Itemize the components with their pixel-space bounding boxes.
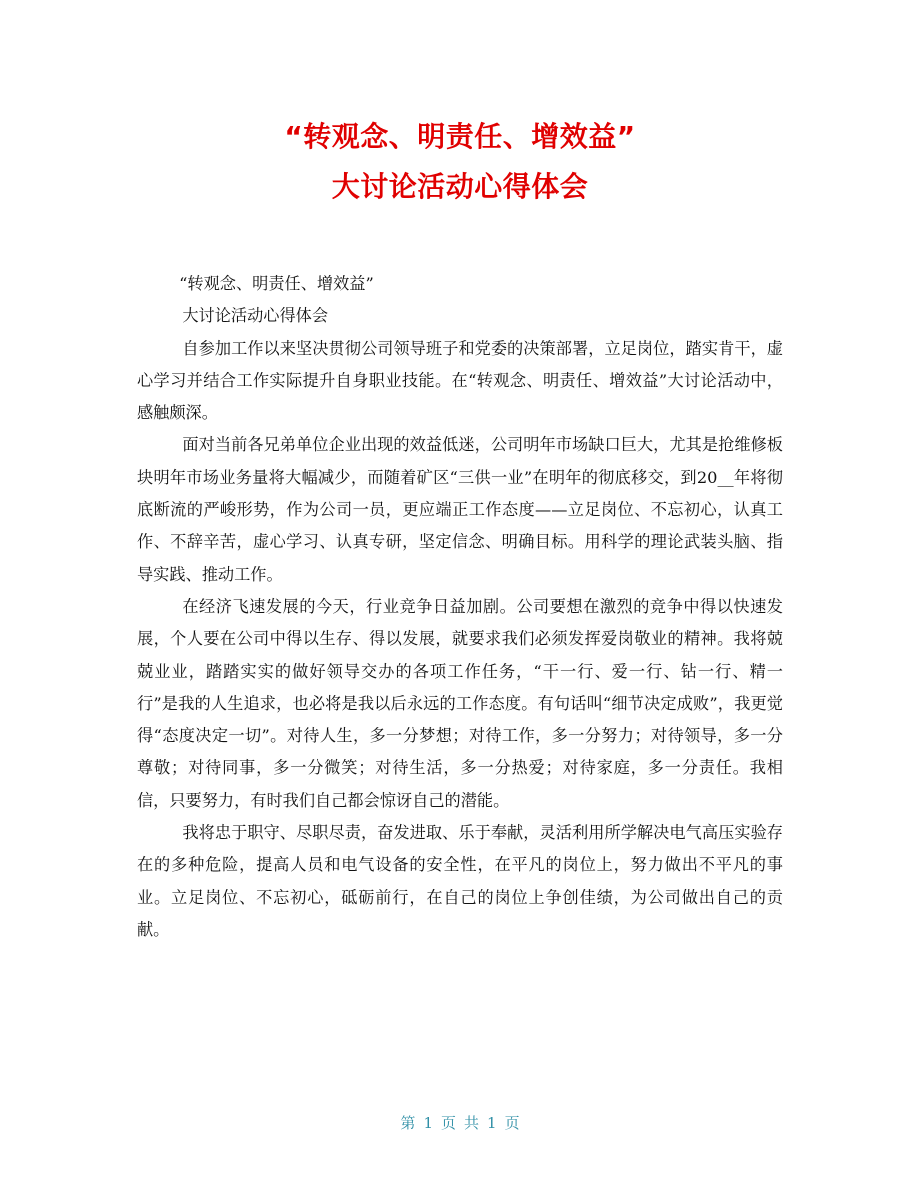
- paragraph-dedication: 在经济飞速发展的今天，行业竞争日益加剧。公司要想在激烈的竞争中得以快速发展，个人要在公司中得以生存、得以发展，就要求我们必须发挥爱岗敬业的精神。我将兢兢业业，踏踏实实的做好领导交办的各项工作任务，“干一行、爱一行、钻一行、精一行”是我的人生追求，也必将是我以后永远的工作态度。有句话叫“细节决定成败”，我更觉得“态度决定一切”。对待人生，多一分梦想；对待工作，多一分努力；对待领导，多一分尊敬；对待同事，多一分微笑；对待生活，多一分热爱；对待家庭，多一分责任。我相信，只要努力，有时我们自己都会惊讶自己的潜能。: [137, 596, 783, 810]
- footer-label-di: 第: [400, 1114, 416, 1132]
- page-footer: [0, 1112, 920, 1133]
- paragraph-subtitle-1: “转观念、明责任、增效益”: [179, 274, 374, 293]
- footer-current-page: 1: [423, 1114, 433, 1132]
- footer-total-pages: 1: [487, 1114, 497, 1132]
- title-line-1: “转观念、明责任、增效益”: [284, 120, 636, 153]
- footer-label-ye: 页: [440, 1114, 456, 1132]
- footer-label-gong: 共: [464, 1114, 480, 1132]
- paragraph-commitment: 我将忠于职守、尽职尽责，奋发进取、乐于奉献，灵活利用所学解决电气高压实验存在的多种危险，提高人员和电气设备的安全性，在平凡的岗位上，努力做出不平凡的事业。立足岗位、不忘初心，砥砺前行，在自己的岗位上争创佳绩，为公司做出自己的贡献。: [137, 823, 783, 939]
- paragraph-subtitle-2: 大讨论活动心得体会: [182, 306, 329, 326]
- footer-label-ye-2: 页: [504, 1114, 520, 1132]
- document-body: [137, 268, 783, 946]
- title-line-2: 大讨论活动心得体会: [331, 170, 589, 203]
- document-title: [0, 112, 920, 212]
- paragraph-situation: 面对当前各兄弟单位企业出现的效益低迷，公司明年市场缺口巨大，尤其是抢维修板块明年市场业务量将大幅减少，而随着矿区“三供一业”在明年的彻底移交，到20__年将彻底断流的严峻形势，作为公司一员，更应端正工作态度——立足岗位、不忘初心，认真工作、不辞辛苦，虚心学习、认真专研，坚定信念、明确目标。用科学的理论武装头脑、指导实践、推动工作。: [137, 435, 783, 584]
- paragraph-intro: 自参加工作以来坚决贯彻公司领导班子和党委的决策部署，立足岗位，踏实肯干，虚心学习并结合工作实际提升自身职业技能。在“转观念、明责任、增效益”大讨论活动中，感触颇深。: [137, 338, 783, 423]
